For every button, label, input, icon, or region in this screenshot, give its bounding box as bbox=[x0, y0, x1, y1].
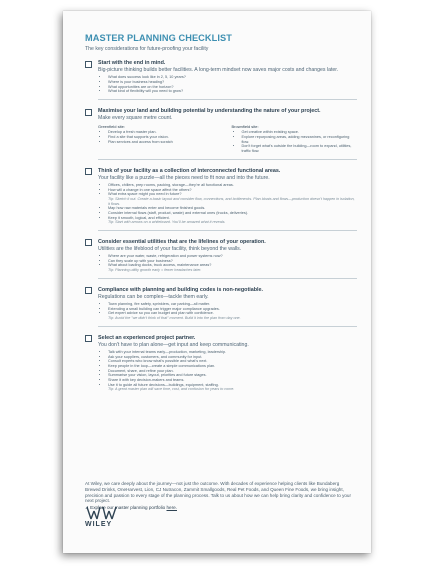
bullet: • Summarise your vision, layout, priorities and future stages. bbox=[108, 373, 357, 378]
bullet: • Talk with your internal teams early—production, marketing, leadership. bbox=[108, 350, 357, 355]
checklist-item-compliance bbox=[85, 287, 357, 327]
portfolio-link-prefix: Explore our master planning portfolio bbox=[90, 505, 167, 511]
bullet: • Get creative within existing space. bbox=[242, 130, 358, 135]
divider bbox=[98, 326, 357, 327]
divider bbox=[98, 278, 357, 279]
bullet: • Consider internal flows (staff, product, waste) and external ones (trucks, deliveries). bbox=[108, 211, 357, 216]
bullet: • What does success look like in 2, 5, 10 years? bbox=[108, 75, 357, 80]
item-description: Regulations can be complex—tackle them early. bbox=[98, 293, 209, 300]
tip-text: Tip: Sketch it out. Create a basic layout and consider flow, connections, and bottlenecks. Plan bloats and flows—production doesn't happen in isolation, it flows. bbox=[108, 197, 355, 206]
wiley-logo bbox=[85, 506, 125, 528]
bullet: • What about loading docks, truck access, maintenance areas? bbox=[108, 263, 357, 268]
item-heading: Start with the end in mind. bbox=[98, 60, 166, 66]
item-bullets bbox=[98, 254, 357, 268]
bullet: • Get expert advice so you can budget and plan with confidence. bbox=[108, 311, 357, 316]
bullet: • Find a site that supports your vision. bbox=[108, 135, 224, 140]
bullet: • Document, share, and refine your plan. bbox=[108, 369, 357, 374]
greenfield-column bbox=[98, 124, 224, 154]
item-bullets bbox=[98, 183, 357, 197]
site-columns bbox=[98, 124, 357, 154]
checkbox[interactable] bbox=[85, 61, 92, 68]
checklist-item-project-partner bbox=[85, 335, 357, 392]
bullet: • What extra space might you need in future? bbox=[108, 192, 357, 197]
divider bbox=[98, 230, 357, 231]
portfolio-link[interactable]: here. bbox=[166, 505, 177, 511]
bullet: • How will a change in one space affect the others? bbox=[108, 188, 357, 193]
logo-text: WILEY bbox=[85, 521, 113, 528]
bullet: • Where are your water, waste, refrigeration and power systems now? bbox=[108, 254, 357, 259]
bullet: • Town planning, fire safety, sprinklers, car parking—all matter. bbox=[108, 302, 357, 307]
bullet: • Keep it smooth, logical, and efficient. bbox=[108, 216, 357, 221]
tip-text: Tip: Avoid the "we didn't think of that" moment. Build it into the plan from day one. bbox=[108, 316, 241, 321]
item-description: Make every square metre count. bbox=[98, 114, 173, 121]
brownfield-column bbox=[232, 124, 358, 154]
divider bbox=[98, 159, 357, 160]
item-heading: Think of your facility as a collection of interconnected functional areas. bbox=[98, 167, 281, 174]
wiley-logo-mark-icon bbox=[85, 506, 119, 520]
greenfield-bullets bbox=[98, 130, 224, 144]
checklist-page bbox=[63, 11, 371, 553]
bullet: • Don't forget what's outside the building—room to expand, utilities, traffic flow. bbox=[242, 144, 358, 153]
checkbox[interactable] bbox=[85, 109, 92, 116]
item-description: Utilities are the lifeblood of your facility, think beyond the walls. bbox=[98, 245, 242, 252]
bullet: • Consult experts who know what's possible and what's next. bbox=[108, 359, 357, 364]
checkbox[interactable] bbox=[85, 287, 92, 294]
bullet: • Map how raw materials enter and become finished goods. bbox=[108, 206, 357, 211]
item-description: You don't have to plan alone—get input and keep communicating. bbox=[98, 341, 249, 348]
item-bullets bbox=[98, 302, 357, 316]
bullet: • Keep people in the loop—create a simple communications plan. bbox=[108, 364, 357, 369]
page-title: MASTER PLANNING CHECKLIST bbox=[85, 33, 232, 43]
bullet: • Use it to guide all future decisions—buildings, equipment, staffing. bbox=[108, 383, 357, 388]
bullet: • Explore repurposing areas, adding mezzanines, or reconfiguring flow. bbox=[242, 135, 358, 144]
item-bullets bbox=[98, 75, 357, 94]
tip-text: Tip: Start with arrows on a whiteboard. You'll be amazed what it reveals. bbox=[108, 220, 226, 225]
item-description: Big-picture thinking builds better facilities. A long-term mindset now saves major costs and changes later. bbox=[98, 66, 339, 73]
arrow-icon: ➚ bbox=[85, 505, 91, 511]
checkbox[interactable] bbox=[85, 239, 92, 246]
tip-text: Tip: Planning utility growth early = fewer headaches later. bbox=[108, 268, 202, 273]
item-bullets-flow bbox=[98, 206, 357, 220]
item-heading: Compliance with planning and building codes is non-negotiable. bbox=[98, 286, 264, 293]
checklist-item-land-building bbox=[85, 108, 357, 160]
greenfield-label: Greenfield site: bbox=[98, 124, 125, 130]
bullet: • What opportunities are on the horizon? bbox=[108, 85, 357, 90]
brownfield-label: Brownfield site: bbox=[231, 124, 259, 130]
checklist-item-utilities bbox=[85, 239, 357, 279]
divider bbox=[98, 99, 357, 100]
bullet: • Extending a small building can trigger major compliance upgrades. bbox=[108, 307, 357, 312]
bullet: • Plan services and access from scratch bbox=[108, 140, 224, 145]
item-bullets bbox=[98, 350, 357, 388]
bullet: • Where is your business heading? bbox=[108, 80, 357, 85]
footer-text: At Wiley, we care deeply about the journey—not just the outcome. With decades of experience helping clients like Bundaberg Brewed Drinks, OneHarvest, Lion, CJ Nutracon, Zammit Smallgoods, Real Pet Foods, and Queen Fine Foods, we bring insight, precision and passion to every stage of the planning process. Talk to us about how we can help bring clarity and confidence to your next project. bbox=[85, 481, 352, 504]
checklist-item-end-in-mind bbox=[85, 60, 357, 100]
bullet: • Develop a fresh master plan. bbox=[108, 130, 224, 135]
bullet: • Offices, chillers, prep rooms, packing, storage—they're all functional areas. bbox=[108, 183, 357, 188]
bullet: • Can they scale up with your business? bbox=[108, 259, 357, 264]
checklist-item-functional-areas bbox=[85, 168, 357, 231]
page-subtitle: The key considerations for future-proofing your facility bbox=[85, 46, 209, 52]
item-heading: Maximise your land and building potential by understanding the nature of your project. bbox=[98, 108, 321, 114]
tip-text: Tip: A great master plan will save time, cost, and confusion for years to come. bbox=[108, 387, 235, 392]
brownfield-bullets bbox=[232, 130, 358, 154]
checkbox[interactable] bbox=[85, 335, 92, 342]
item-heading: Select an experienced project partner. bbox=[98, 334, 196, 341]
item-heading: Consider essential utilities that are the lifelines of your operation. bbox=[98, 238, 266, 245]
checkbox[interactable] bbox=[85, 168, 92, 175]
page-content bbox=[85, 33, 357, 392]
item-description: Your facility like a puzzle—all the pieces need to fit now and into the future. bbox=[98, 174, 270, 181]
bullet: • Ask your suppliers, customers, and community for input. bbox=[108, 355, 357, 360]
bullet: • Share it with key decision-makers and teams. bbox=[108, 378, 357, 383]
bullet: • What kind of flexibility will you need to grow? bbox=[108, 89, 357, 94]
